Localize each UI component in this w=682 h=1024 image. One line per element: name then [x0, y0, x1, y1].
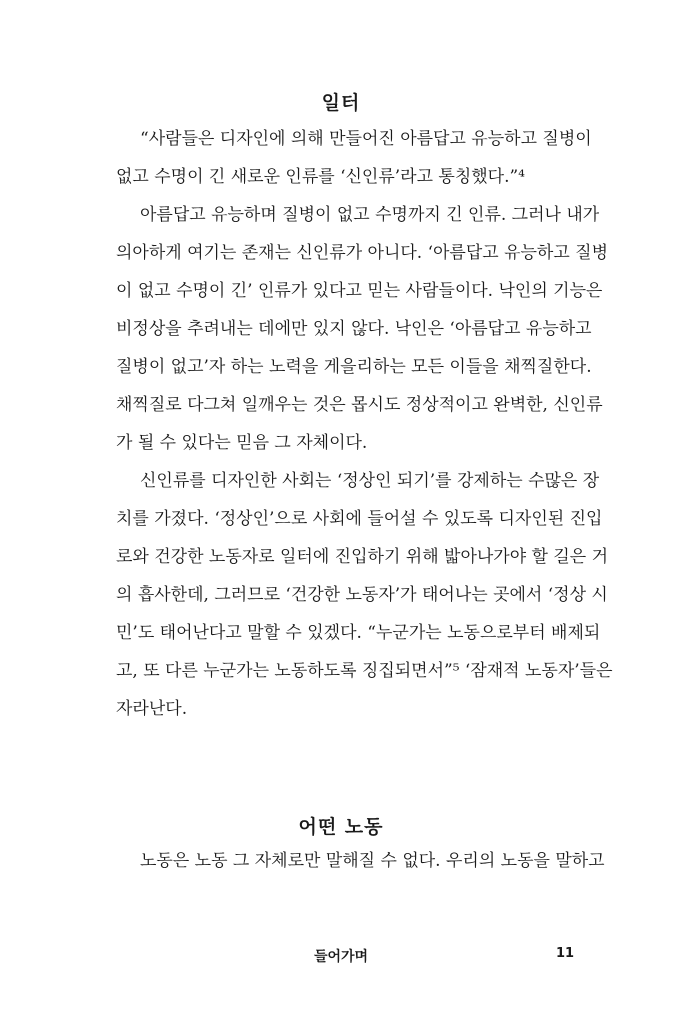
paragraph-line: 채찍질로 다그쳐 일깨우는 것은 몹시도 정상적이고 완벽한, 신인류 [116, 395, 603, 415]
section-title-workplace: 일터 [321, 92, 361, 114]
paragraph-line: 민’도 태어난다고 말할 수 있겠다. “누군가는 노동으로부터 배제되 [116, 623, 601, 643]
paragraph-line: 고, 또 다른 누군가는 노동하도록 징집되면서”⁵ ‘잠재적 노동자’들은 [116, 661, 613, 681]
paragraph-line: “사람들은 디자인에 의해 만들어진 아름답고 유능하고 질병이 [140, 129, 592, 149]
paragraph-line: 없고 수명이 긴 새로운 인류를 ‘신인류’라고 통칭했다.”⁴ [116, 167, 526, 187]
paragraph-line: 노동은 노동 그 자체로만 말해질 수 없다. 우리의 노동을 말하고 [140, 851, 605, 871]
paragraph-line: 의 흡사한데, 그러므로 ‘건강한 노동자’가 태어나는 곳에서 ‘정상 시 [116, 585, 608, 605]
paragraph-line: 자라난다. [116, 699, 188, 719]
paragraph-line: 질병이 없고’자 하는 노력을 게을리하는 모든 이들을 채찍질한다. [116, 357, 592, 377]
paragraph-line: 이 없고 수명이 긴’ 인류가 있다고 믿는 사람들이다. 낙인의 기능은 [116, 281, 603, 301]
paragraph-line: 가 될 수 있다는 믿음 그 자체이다. [116, 433, 368, 453]
paragraph-line: 아름답고 유능하며 질병이 없고 수명까지 긴 인류. 그러나 내가 [140, 205, 600, 225]
paragraph-line: 로와 건강한 노동자로 일터에 진입하기 위해 밟아나가야 할 길은 거 [116, 547, 609, 567]
paragraph-line: 신인류를 디자인한 사회는 ‘정상인 되기’를 강제하는 수많은 장 [140, 471, 600, 491]
page-number: 11 [556, 946, 575, 961]
paragraph-line: 치를 가졌다. ‘정상인’으로 사회에 들어설 수 있도록 디자인된 진입 [116, 509, 603, 529]
section-title-some-labor: 어떤 노동 [298, 816, 384, 838]
paragraph-line: 의아하게 여기는 존재는 신인류가 아니다. ‘아름답고 유능하고 질병 [116, 243, 609, 263]
paragraph-line: 비정상을 추려내는 데에만 있지 않다. 낙인은 ‘아름답고 유능하고 [116, 319, 592, 339]
running-footer-title: 들어가며 [313, 949, 369, 965]
